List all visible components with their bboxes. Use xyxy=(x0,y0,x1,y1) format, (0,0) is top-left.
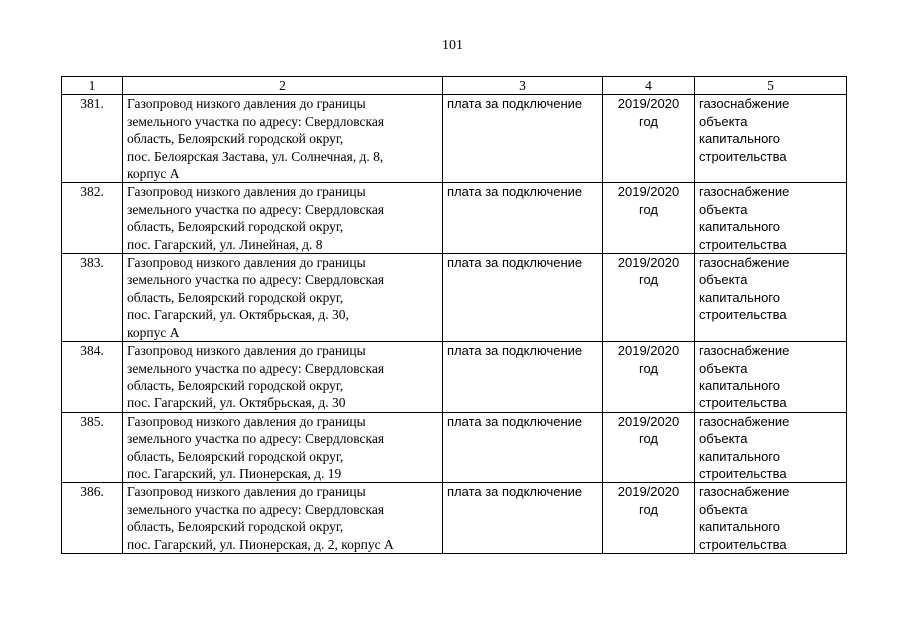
period xyxy=(603,95,695,183)
period xyxy=(603,412,695,483)
object-description xyxy=(123,183,443,254)
description-line: корпус А xyxy=(127,166,180,182)
purpose-line: капитального xyxy=(699,289,780,305)
purpose xyxy=(695,183,847,254)
description-line: земельного участка по адресу: Свердловская xyxy=(127,431,385,447)
purpose-line: объекта xyxy=(699,113,748,129)
purpose-line: газоснабжение xyxy=(699,484,790,500)
description-line: область, Белоярский городской округ, xyxy=(127,519,344,535)
row-number: 382. xyxy=(62,183,123,254)
description-line: пос. Гагарский, ул. Пионерская, д. 2, корпус А xyxy=(127,536,394,552)
document-table xyxy=(61,76,847,554)
column-header-4: 4 xyxy=(603,77,695,95)
description-line: земельного участка по адресу: Свердловская xyxy=(127,201,385,217)
table-body xyxy=(62,95,847,554)
description-line: Газопровод низкого давления до границы xyxy=(127,343,366,359)
purpose-line: объекта xyxy=(699,272,748,288)
purpose-line: объекта xyxy=(699,431,748,447)
period-line: год xyxy=(639,501,658,517)
period-line: 2019/2020 xyxy=(617,96,680,112)
payment-type: плата за подключение xyxy=(443,483,603,554)
description-line: пос. Гагарский, ул. Октябрьская, д. 30 xyxy=(127,395,346,411)
row-number: 383. xyxy=(62,254,123,342)
purpose-line: капитального xyxy=(699,377,780,393)
purpose-line: строительства xyxy=(699,536,787,552)
description-line: Газопровод низкого давления до границы xyxy=(127,484,366,500)
purpose xyxy=(695,342,847,413)
description-line: область, Белоярский городской округ, xyxy=(127,289,344,305)
column-header-5: 5 xyxy=(695,77,847,95)
purpose-line: капитального xyxy=(699,448,780,464)
row-number: 384. xyxy=(62,342,123,413)
period-line: 2019/2020 xyxy=(617,413,680,429)
purpose-line: капитального xyxy=(699,131,780,147)
purpose xyxy=(695,95,847,183)
row-number: 386. xyxy=(62,483,123,554)
object-description xyxy=(123,412,443,483)
description-line: пос. Гагарский, ул. Пионерская, д. 19 xyxy=(127,465,342,481)
period-line: 2019/2020 xyxy=(617,484,680,500)
period-line: 2019/2020 xyxy=(617,343,680,359)
period-line: год xyxy=(639,431,658,447)
description-line: область, Белоярский городской округ, xyxy=(127,131,344,147)
column-header-3: 3 xyxy=(443,77,603,95)
description-line: корпус А xyxy=(127,324,180,340)
payment-type: плата за подключение xyxy=(443,95,603,183)
table-header-row xyxy=(62,77,847,95)
description-line: Газопровод низкого давления до границы xyxy=(127,96,366,112)
column-header-1: 1 xyxy=(62,77,123,95)
purpose-line: капитального xyxy=(699,219,780,235)
payment-type: плата за подключение xyxy=(443,412,603,483)
payment-type: плата за подключение xyxy=(443,183,603,254)
purpose-line: газоснабжение xyxy=(699,96,790,112)
purpose-line: объекта xyxy=(699,201,748,217)
table-row xyxy=(62,412,847,483)
period xyxy=(603,342,695,413)
row-number: 385. xyxy=(62,412,123,483)
purpose-line: газоснабжение xyxy=(699,184,790,200)
description-line: Газопровод низкого давления до границы xyxy=(127,413,366,429)
description-line: область, Белоярский городской округ, xyxy=(127,377,344,393)
description-line: область, Белоярский городской округ, xyxy=(127,448,344,464)
period-line: год xyxy=(639,201,658,217)
period xyxy=(603,254,695,342)
purpose-line: объекта xyxy=(699,360,748,376)
purpose-line: строительства xyxy=(699,395,787,411)
object-description xyxy=(123,483,443,554)
period-line: 2019/2020 xyxy=(617,184,680,200)
description-line: земельного участка по адресу: Свердловская xyxy=(127,360,385,376)
purpose xyxy=(695,254,847,342)
purpose-line: газоснабжение xyxy=(699,343,790,359)
purpose-line: объекта xyxy=(699,501,748,517)
purpose-line: строительства xyxy=(699,307,787,323)
period xyxy=(603,483,695,554)
period-line: год xyxy=(639,360,658,376)
description-line: Газопровод низкого давления до границы xyxy=(127,184,366,200)
page-number: 101 xyxy=(442,38,463,53)
description-line: область, Белоярский городской округ, xyxy=(127,219,344,235)
object-description xyxy=(123,342,443,413)
table-row xyxy=(62,95,847,183)
purpose-line: капитального xyxy=(699,519,780,535)
column-header-2: 2 xyxy=(123,77,443,95)
description-line: земельного участка по адресу: Свердловская xyxy=(127,501,385,517)
description-line: земельного участка по адресу: Свердловская xyxy=(127,272,385,288)
purpose-line: строительства xyxy=(699,236,787,252)
purpose-line: строительства xyxy=(699,148,787,164)
payment-type: плата за подключение xyxy=(443,342,603,413)
description-line: земельного участка по адресу: Свердловская xyxy=(127,113,385,129)
table-row xyxy=(62,254,847,342)
purpose xyxy=(695,412,847,483)
period xyxy=(603,183,695,254)
description-line: пос. Белоярская Застава, ул. Солнечная, д. 8, xyxy=(127,148,384,164)
table-row xyxy=(62,183,847,254)
table-row xyxy=(62,342,847,413)
purpose-line: газоснабжение xyxy=(699,413,790,429)
period-line: год xyxy=(639,272,658,288)
description-line: Газопровод низкого давления до границы xyxy=(127,255,366,271)
row-number: 381. xyxy=(62,95,123,183)
purpose xyxy=(695,483,847,554)
table-row xyxy=(62,483,847,554)
description-line: пос. Гагарский, ул. Октябрьская, д. 30, xyxy=(127,307,349,323)
purpose-line: газоснабжение xyxy=(699,255,790,271)
description-line: пос. Гагарский, ул. Линейная, д. 8 xyxy=(127,236,323,252)
period-line: год xyxy=(639,113,658,129)
period-line: 2019/2020 xyxy=(617,255,680,271)
object-description xyxy=(123,95,443,183)
purpose-line: строительства xyxy=(699,465,787,481)
object-description xyxy=(123,254,443,342)
payment-type: плата за подключение xyxy=(443,254,603,342)
